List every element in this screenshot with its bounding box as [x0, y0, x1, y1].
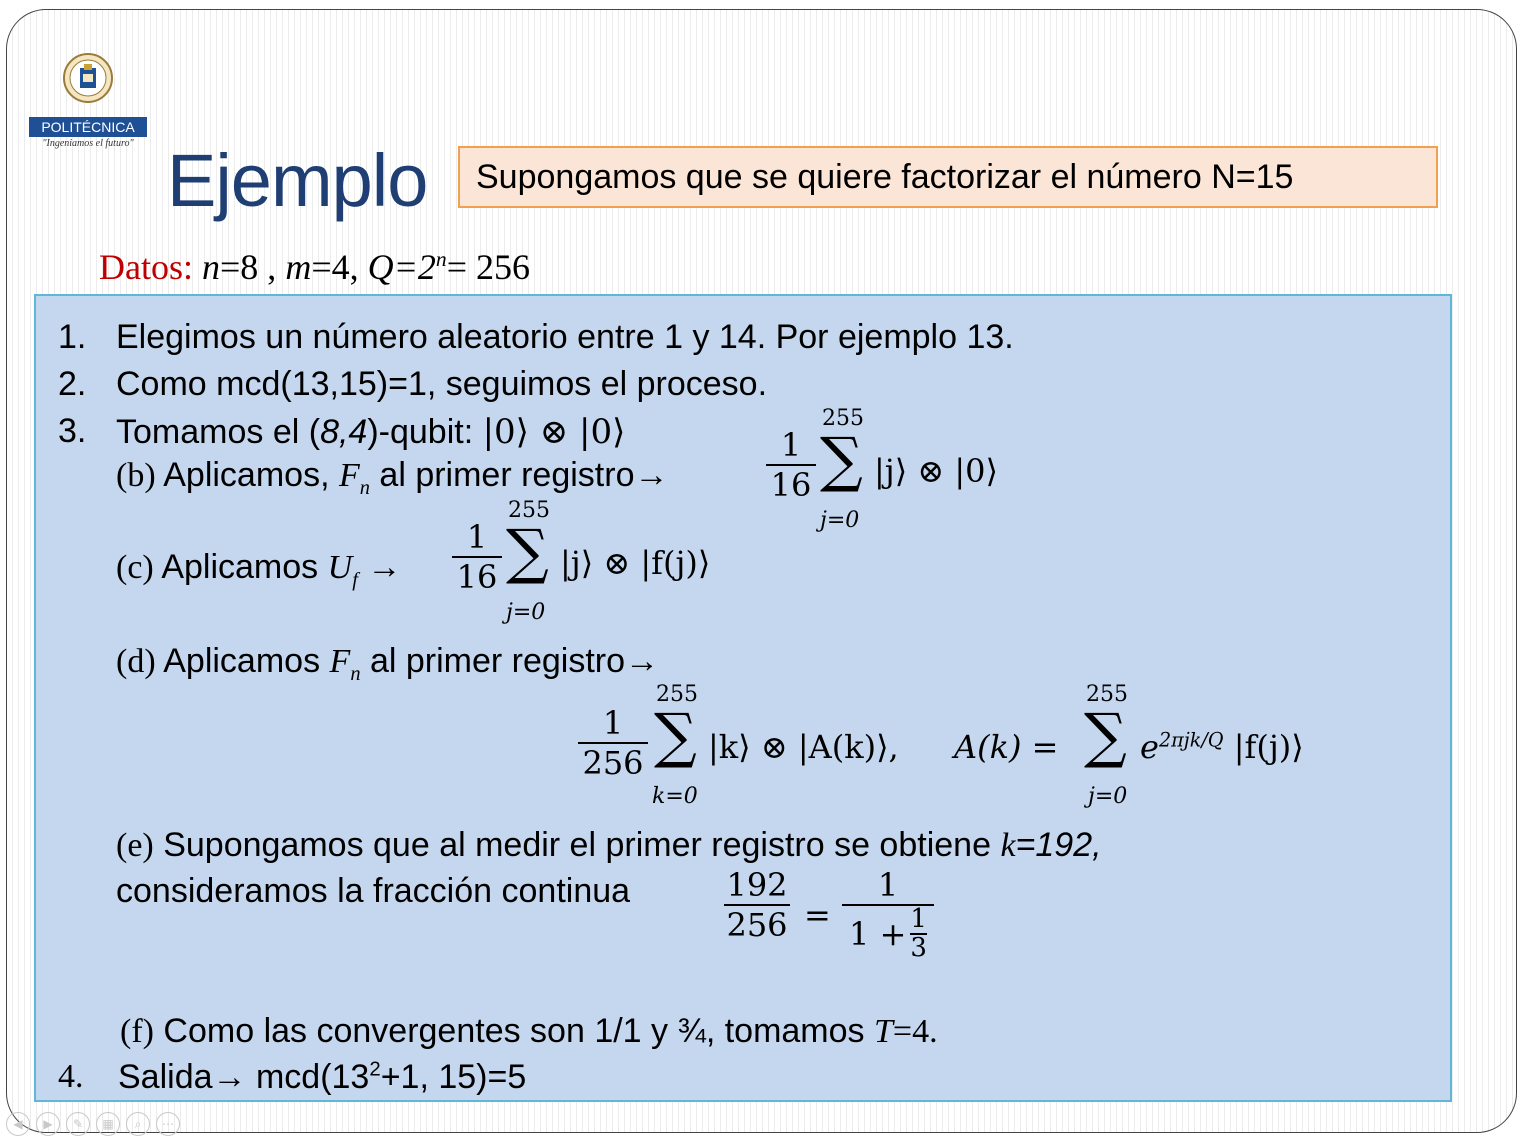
step-4-part-b: +1, 15)=5 — [380, 1058, 527, 1096]
q-value: = 256 — [446, 247, 531, 287]
zoom-icon[interactable]: ⌕ — [126, 1112, 150, 1136]
formula-c-num: 1 — [466, 518, 488, 556]
formula-d-lhs: A(k) = — [954, 728, 1059, 766]
formula-e-num: 192 — [726, 866, 788, 904]
step-f-label: Como las convergentes son 1/1 y ¾, tomamos — [163, 1012, 865, 1050]
step-b-label: Aplicamos, — [163, 456, 330, 494]
formula-c-upper: 255 — [508, 498, 550, 523]
step-4-part-a: Salida→ mcd(13 — [118, 1058, 370, 1096]
step-b-rest: al primer registro→ — [379, 456, 669, 494]
step-e-label: Supongamos que al medir el primer registro se obtiene — [163, 826, 991, 864]
formula-b-fraction — [766, 426, 816, 504]
more-icon[interactable]: ⋯ — [156, 1112, 180, 1136]
formula-e-den: 256 — [726, 906, 788, 944]
formula-d-fraction — [578, 704, 648, 782]
formula-e-left-fraction — [724, 866, 790, 944]
formula-e-equals: = — [804, 896, 831, 934]
formula-d-sigma-2: ∑ — [1084, 701, 1127, 771]
formula-e-continued-fraction — [842, 866, 934, 963]
n-var: n — [202, 247, 220, 287]
formula-c-body: |j⟩ ⊗ |f(j)⟩ — [560, 544, 711, 582]
step-d-text — [116, 642, 659, 686]
step-2-text: Como mcd(13,15)=1, seguimos el proceso. — [116, 365, 768, 403]
step-d-sub: n — [350, 662, 361, 685]
step-3-math: |0⟩ ⊗ |0⟩ — [482, 412, 626, 452]
step-3-text — [116, 412, 625, 452]
formula-b-den: 16 — [770, 466, 812, 504]
formula-b-sigma: ∑ — [820, 425, 863, 495]
motto-label: "Ingeniamos el futuro" — [42, 138, 134, 149]
formula-c-sigma: ∑ — [506, 517, 549, 587]
step-c-label: Aplicamos — [161, 548, 319, 586]
q-exp: n — [435, 247, 447, 271]
callout-box: Supongamos que se quiere factorizar el número N=15 — [458, 146, 1438, 208]
step-1-text: Elegimos un número aleatorio entre 1 y 14. Por ejemplo 13. — [116, 318, 1014, 356]
formula-b-upper: 255 — [822, 406, 864, 431]
formula-d-exp: 2πjk/Q — [1158, 728, 1224, 752]
formula-c-fraction — [452, 518, 502, 596]
formula-d-e: e — [1140, 728, 1159, 766]
formula-d-lower: k=0 — [652, 784, 698, 809]
step-e-line-2: consideramos la fracción continua — [116, 872, 631, 910]
step-b-F: F — [338, 457, 360, 494]
formula-d-upper-2: 255 — [1086, 682, 1128, 707]
step-4-text — [118, 1058, 526, 1097]
formula-d-den: 256 — [582, 744, 644, 782]
step-c-sub: f — [352, 568, 358, 591]
step-f-tag: (f) — [120, 1013, 154, 1050]
n-value: =8 , — [220, 247, 277, 287]
step-3-number: 3. — [58, 412, 87, 450]
step-3-part-c: )-qubit: — [367, 413, 483, 451]
page-title: Ejemplo — [167, 139, 428, 222]
datos-line — [99, 246, 530, 288]
formula-d-body: |k⟩ ⊗ |A(k)⟩, — [708, 728, 899, 766]
formula-d-upper: 255 — [656, 682, 698, 707]
step-c-U: U — [327, 549, 353, 586]
pen-icon[interactable]: ✎ — [66, 1112, 90, 1136]
step-d-tag: (d) — [116, 643, 156, 680]
step-1-number: 1. — [58, 318, 87, 356]
step-e-tag: (e) — [116, 827, 154, 864]
step-f-value: =4. — [892, 1013, 938, 1050]
slides-icon[interactable]: ▦ — [96, 1112, 120, 1136]
seal-icon — [62, 52, 114, 104]
content-box — [34, 294, 1452, 1102]
slide-nav-toolbar — [6, 1112, 180, 1136]
step-c-arrow: → — [367, 548, 402, 586]
formula-b-body: |j⟩ ⊗ |0⟩ — [874, 452, 998, 490]
formula-d-exponential — [1140, 728, 1304, 766]
formula-b-lower: j=0 — [820, 508, 860, 533]
step-f-text — [120, 1012, 938, 1051]
step-c-tag: (c) — [116, 549, 154, 586]
step-2-number: 2. — [58, 365, 87, 403]
step-b-text — [116, 456, 668, 500]
formula-c-den: 16 — [456, 558, 498, 596]
formula-e-inner-den: 3 — [910, 933, 927, 964]
step-d-label: Aplicamos — [163, 642, 321, 680]
datos-label: Datos: — [99, 247, 193, 287]
formula-d-sigma: ∑ — [654, 701, 697, 771]
step-d-rest: al primer registro→ — [369, 642, 660, 680]
formula-d-tail: |f(j)⟩ — [1233, 728, 1304, 766]
step-d-F: F — [329, 643, 351, 680]
formula-d-num: 1 — [602, 704, 624, 742]
m-value: =4, — [311, 247, 359, 287]
next-icon[interactable]: ▶ — [36, 1112, 60, 1136]
step-e-text — [116, 826, 1102, 865]
university-logo — [29, 52, 147, 149]
brand-label: POLITÉCNICA — [29, 117, 147, 137]
formula-b-num: 1 — [780, 426, 802, 464]
formula-d-lower-2: j=0 — [1088, 784, 1128, 809]
step-4-number: 4. — [58, 1058, 84, 1095]
formula-e-rden-a: 1 + — [849, 915, 907, 954]
step-f-T: T — [874, 1013, 893, 1050]
q-var: Q — [367, 247, 394, 287]
formula-e-inner-num: 1 — [910, 904, 927, 934]
formula-e-rden — [842, 906, 934, 963]
formula-e-inner-fraction — [910, 906, 927, 963]
formula-e-rnum: 1 — [877, 866, 899, 904]
step-3-part-a: Tomamos el ( — [116, 413, 321, 451]
prev-icon[interactable]: ◀ — [6, 1112, 30, 1136]
step-b-sub: n — [359, 476, 370, 499]
step-c-text — [116, 548, 401, 592]
step-e-k: k — [1000, 827, 1016, 864]
formula-c-lower: j=0 — [506, 600, 546, 625]
q-eq: =2 — [393, 247, 436, 287]
step-e-value: =192, — [1015, 826, 1102, 864]
step-b-tag: (b) — [116, 457, 156, 494]
step-4-exp: 2 — [369, 1058, 381, 1081]
step-3-part-b: 8,4 — [320, 413, 368, 451]
m-var: m — [285, 247, 312, 287]
